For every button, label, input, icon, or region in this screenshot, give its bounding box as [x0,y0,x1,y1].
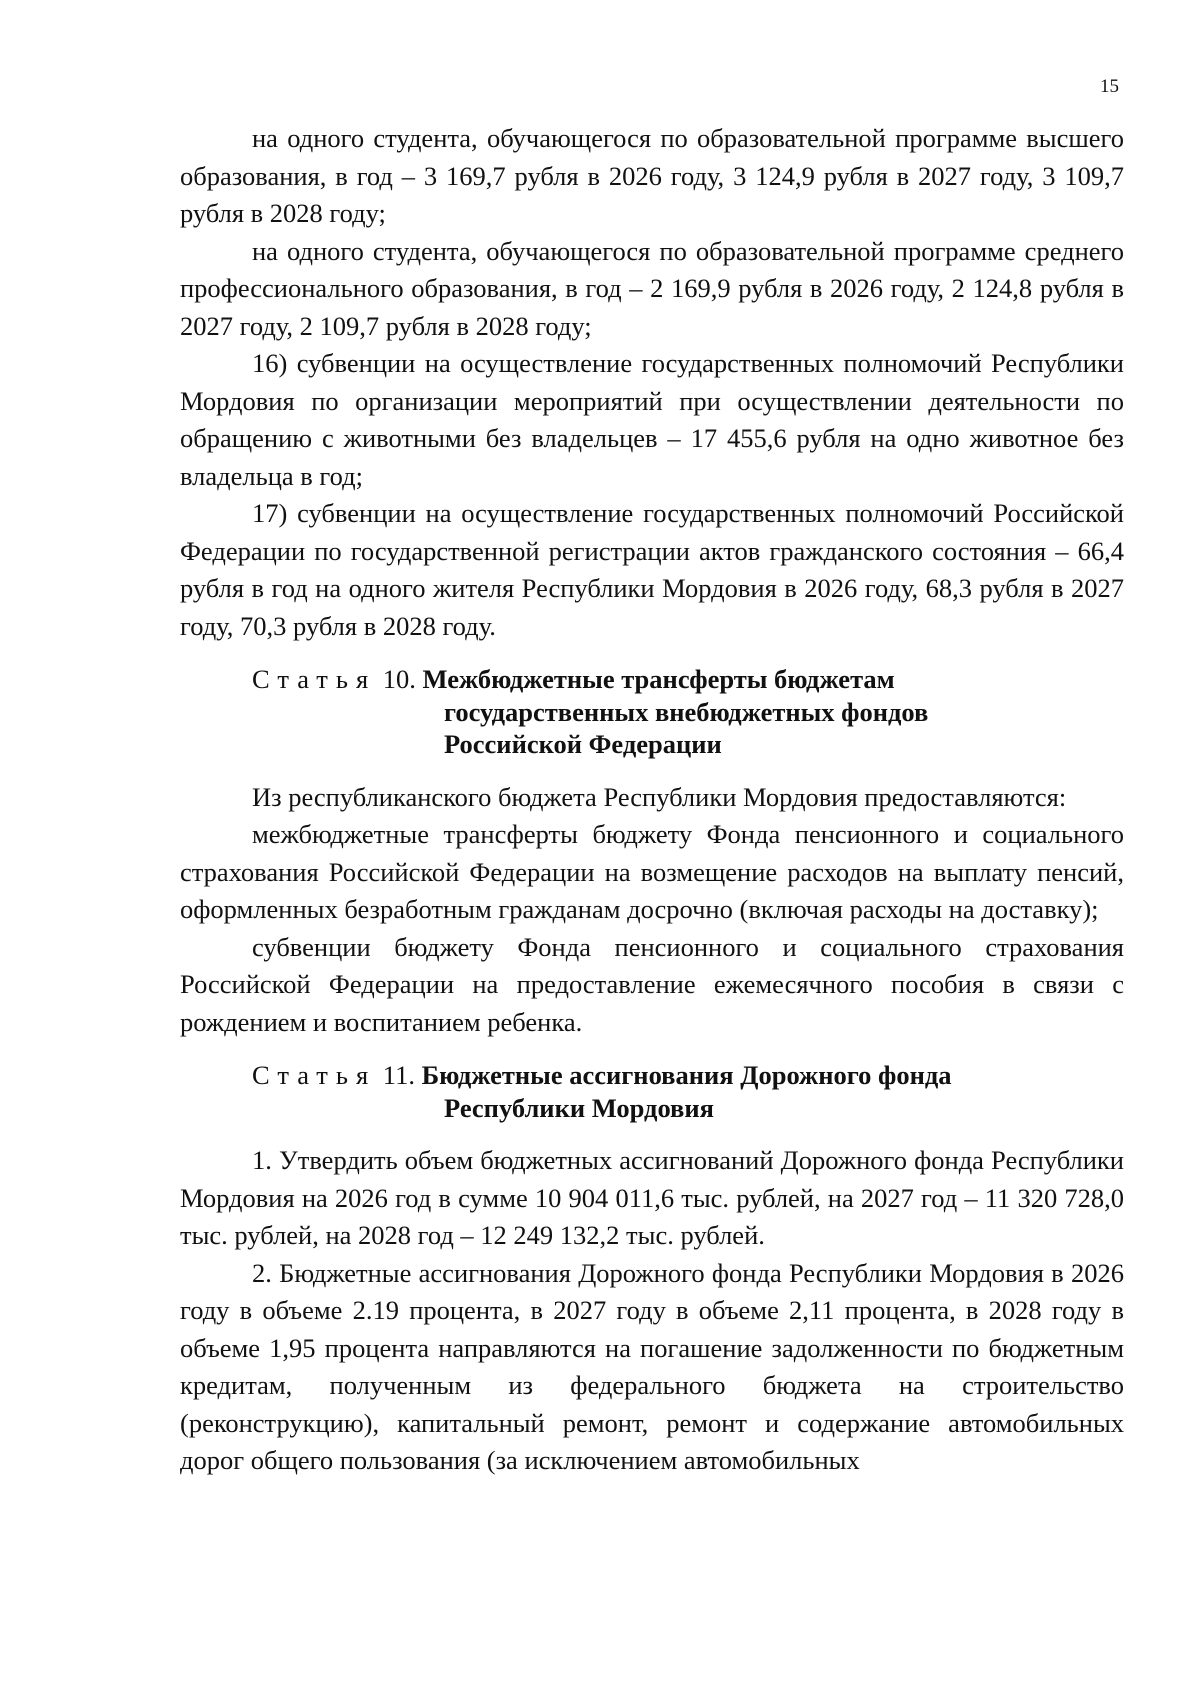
article-11-heading [252,1059,1124,1124]
article-label: Статья [252,664,377,694]
paragraph: 16) субвенции на осуществление государственных полномочий Республики Мордовия по организации мероприятий при осуществлении деятельности по обращению с животными без владельцев – 17 455,6 рубля на одно животное без владельца в год; [180,348,1124,491]
paragraph: 2. Бюджетные ассигнования Дорожного фонда Республики Мордовия в 2026 году в объеме 2.19 процента, в 2027 году в объеме 2,11 процента, в 2028 году в объеме 1,95 процента направляются на погашение задолженности по бюджетным кредитам, полученным из федерального бюджета на строительство (реконструкцию), капитальный ремонт, ремонт и содержание автомобильных дорог общего пользования (за исключением автомобильных [180,1257,1124,1475]
article-number: 10. [382,664,416,694]
article-title-line: Межбюджетные трансферты бюджетам [422,664,895,694]
article-title-line: государственных внебюджетных фондов [444,696,929,727]
article-title-line: Республики Мордовия [444,1092,714,1123]
article-label: Статья [252,1060,377,1090]
paragraph: межбюджетные трансферты бюджету Фонда пенсионного и социального страхования Российской Федерации на возмещение расходов на выплату пенсий, оформленных безработным гражданам досрочно (включая расходы на доставку); [180,819,1124,924]
paragraph: 1. Утвердить объем бюджетных ассигнований Дорожного фонда Республики Мордовия на 2026 год в сумме 10 904 011,6 тыс. рублей, на 2027 год – 11 320 728,0 тыс. рублей, на 2028 год – 12 249 132,2 тыс. рублей. [180,1145,1124,1250]
page-number: 15 [1100,76,1119,97]
document-body [180,120,1124,1480]
article-title-line: Бюджетные ассигнования Дорожного фонда [421,1060,952,1090]
paragraph: на одного студента, обучающегося по образовательной программе среднего профессионального образования, в год – 2 169,9 рубля в 2026 году, 2 124,8 рубля в 2027 году, 2 109,7 рубля в 2028 году; [180,235,1124,341]
article-10-heading [252,663,1124,761]
article-number: 11. [382,1060,415,1090]
paragraph: субвенции бюджету Фонда пенсионного и социального страхования Российской Федерации на предоставление ежемесячного пособия в связи с рождением и воспитанием ребенка. [180,931,1124,1037]
paragraph: Из республиканского бюджета Республики Мордовия предоставляются: [252,781,1067,812]
paragraph: на одного студента, обучающегося по образовательной программе высшего образования, в год – 3 169,7 рубля в 2026 году, 3 124,9 рубля в 2027 году, 3 109,7 рубля в 2028 году; [180,123,1124,228]
paragraph: 17) субвенции на осуществление государственных полномочий Российской Федерации по государственной регистрации актов гражданского состояния – 66,4 рубля в год на одного жителя Республики Мордовия в 2026 году, 68,3 рубля в 2027 году, 70,3 рубля в 2028 году. [180,498,1124,641]
article-title-line: Российской Федерации [444,729,722,759]
